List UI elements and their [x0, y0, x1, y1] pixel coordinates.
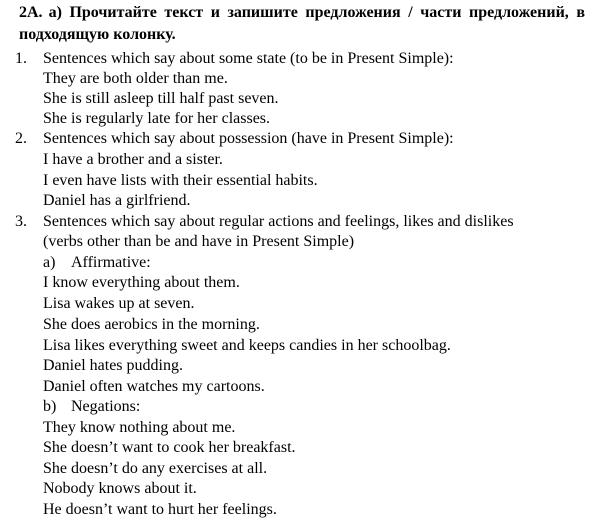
section-1-number: 1. — [15, 50, 27, 67]
section-1-sentence: They are both older than me. — [43, 70, 228, 87]
subsection-a-title: Affirmative: — [71, 254, 151, 271]
subsection-a-label: a) — [43, 254, 56, 271]
subsection-b-label: b) — [43, 398, 57, 415]
subsection-b-heading — [43, 397, 140, 417]
affirmative-sentence: Lisa wakes up at seven. — [43, 295, 195, 312]
affirmative-sentence: She does aerobics in the morning. — [43, 316, 260, 333]
section-2-title: Sentences which say about possession (have in Present Simple): — [43, 130, 454, 147]
affirmative-sentence: I know everything about them. — [43, 274, 240, 291]
negation-sentence: Nobody knows about it. — [43, 480, 197, 497]
task-instruction: а) Прочитайте текст и запишите предложения / части предложений, в подходящую колонку. — [19, 4, 585, 43]
task-number: 2A. — [19, 4, 43, 21]
negation-sentence: She doesn’t want to cook her breakfast. — [43, 439, 296, 456]
section-2-sentence: I even have lists with their essential habits. — [43, 172, 318, 189]
section-1-title: Sentences which say about some state (to be in Present Simple): — [43, 50, 454, 67]
negation-sentence: He doesn’t want to hurt her feelings. — [43, 501, 277, 518]
negation-sentence: She doesn’t do any exercises at all. — [43, 460, 268, 477]
section-2-number: 2. — [15, 130, 27, 147]
affirmative-sentence: Lisa likes everything sweet and keeps candies in her schoolbag. — [43, 337, 451, 354]
section-1-sentence: She is still asleep till half past seven. — [43, 90, 279, 107]
section-2-sentence: I have a brother and a sister. — [43, 151, 223, 168]
section-3-title-line-1: Sentences which say about regular actions and feelings, likes and dislikes — [43, 213, 514, 230]
task-heading — [19, 2, 585, 46]
subsection-a-heading — [43, 253, 151, 273]
subsection-b-title: Negations: — [71, 398, 141, 415]
section-3-title-line-2: (verbs other than be and have in Present Simple) — [43, 233, 355, 250]
section-3-number: 3. — [15, 213, 27, 230]
affirmative-sentence: Daniel often watches my cartoons. — [43, 378, 265, 395]
section-2-sentence: Daniel has a girlfriend. — [43, 192, 191, 209]
negation-sentence: They know nothing about me. — [43, 419, 236, 436]
affirmative-sentence: Daniel hates pudding. — [43, 357, 183, 374]
section-1-sentence: She is regularly late for her classes. — [43, 110, 271, 127]
